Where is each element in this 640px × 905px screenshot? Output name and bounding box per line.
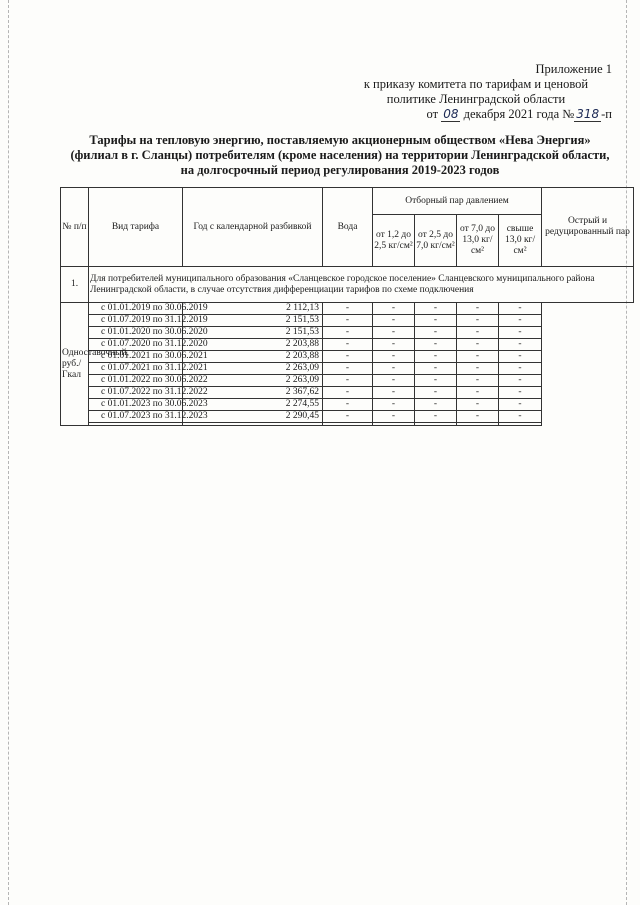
table-row [61, 411, 634, 423]
steam-3-value: - [415, 375, 457, 387]
steam-4-value: - [457, 399, 499, 411]
document-title: Тарифы на тепловую энергию, поставляемую акционерным обществом «Нева Энергия» (филиал в г. Сланцы) потребителям (кроме населения) на территории Ленинградской области, на долгосрочный период регулирования 2019-2023 годов [70, 133, 610, 177]
sharp-steam-value: - [499, 363, 542, 375]
appendix-line-1: Приложение 1 [535, 62, 612, 76]
header-steam-3: от 7,0 до 13,0 кг/см² [457, 215, 499, 267]
header-num: № п/п [61, 188, 89, 267]
order-date-line [340, 107, 612, 122]
sharp-steam-value: - [499, 327, 542, 339]
steam-4-value: - [457, 375, 499, 387]
sharp-steam-value: - [499, 375, 542, 387]
steam-3-value: - [415, 315, 457, 327]
table-row [61, 303, 634, 315]
spacer-cell [499, 423, 542, 426]
period-cell: с 01.07.2020 по 31.12.2020 [89, 339, 183, 351]
steam-3-value: - [415, 363, 457, 375]
steam-2-value: - [373, 363, 415, 375]
steam-1-value: - [323, 327, 373, 339]
steam-1-value: - [323, 339, 373, 351]
table-row [61, 399, 634, 411]
period-cell: с 01.07.2019 по 31.12.2019 [89, 315, 183, 327]
steam-1-value: - [323, 315, 373, 327]
table-row [61, 351, 634, 363]
steam-1-value: - [323, 387, 373, 399]
steam-4-value: - [457, 363, 499, 375]
tariff-rows [61, 303, 634, 426]
water-value: 2 151,53 [183, 315, 323, 327]
water-value: 2 112,13 [183, 303, 323, 315]
steam-3-value: - [415, 351, 457, 363]
period-cell: с 01.07.2021 по 31.12.2021 [89, 363, 183, 375]
order-day-handwritten: 08 [443, 107, 459, 121]
water-value: 2 367,62 [183, 387, 323, 399]
header-tariff-type: Вид тарифа [89, 188, 183, 267]
table-row [61, 315, 634, 327]
sharp-steam-value: - [499, 399, 542, 411]
table-bottom-spacer [61, 423, 634, 426]
steam-4-value: - [457, 303, 499, 315]
sharp-steam-value: - [499, 303, 542, 315]
period-cell: с 01.07.2022 по 31.12.2022 [89, 387, 183, 399]
order-number-handwritten: 318 [576, 107, 600, 121]
steam-2-value: - [373, 387, 415, 399]
water-value: 2 151,53 [183, 327, 323, 339]
page-edge-left [8, 0, 9, 905]
steam-4-value: - [457, 351, 499, 363]
order-date-middle: декабря 2021 года № [463, 107, 575, 121]
steam-4-value: - [457, 339, 499, 351]
steam-1-value: - [323, 363, 373, 375]
steam-1-value: - [323, 411, 373, 423]
table-row [61, 387, 634, 399]
appendix-header [340, 62, 612, 122]
steam-2-value: - [373, 339, 415, 351]
header-steam-1: от 1,2 до 2,5 кг/см² [373, 215, 415, 267]
spacer-cell [183, 423, 323, 426]
steam-2-value: - [373, 411, 415, 423]
header-sharp-steam: Острый и редуцированный пар [542, 188, 634, 267]
table-row [61, 375, 634, 387]
water-value: 2 274,55 [183, 399, 323, 411]
steam-3-value: - [415, 399, 457, 411]
steam-4-value: - [457, 411, 499, 423]
header-steam-4: свыше 13,0 кг/см² [499, 215, 542, 267]
table-row [61, 327, 634, 339]
header-year: Год с календарной разбивкой [183, 188, 323, 267]
period-cell: с 01.01.2021 по 30.06.2021 [89, 351, 183, 363]
row-number: 1. [61, 267, 89, 303]
water-value: 2 203,88 [183, 339, 323, 351]
period-cell: с 01.01.2020 по 30.06.2020 [89, 327, 183, 339]
steam-1-value: - [323, 375, 373, 387]
appendix-line-3: политике Ленинградской области [386, 92, 566, 106]
header-steam-2: от 2,5 до 7,0 кг/см² [415, 215, 457, 267]
spacer-cell [457, 423, 499, 426]
steam-1-value: - [323, 303, 373, 315]
appendix-line-2: к приказу комитета по тарифам и ценовой [363, 77, 589, 91]
period-cell: с 01.01.2019 по 30.06.2019 [89, 303, 183, 315]
steam-3-value: - [415, 411, 457, 423]
spacer-cell [89, 423, 183, 426]
steam-1-value: - [323, 351, 373, 363]
consumer-group-label: Для потребителей муниципального образования «Сланцевское городское поселение» Сланцевского муниципального района Ленинградской области, в случае отсутствия дифференциации тарифов по схеме подключения [89, 267, 634, 303]
spacer-cell [373, 423, 415, 426]
period-cell: с 01.07.2023 по 31.12.2023 [89, 411, 183, 423]
header-steam-group: Отборный пар давлением [373, 188, 542, 215]
sharp-steam-value: - [499, 387, 542, 399]
steam-2-value: - [373, 303, 415, 315]
steam-2-value: - [373, 315, 415, 327]
spacer-cell [323, 423, 373, 426]
steam-4-value: - [457, 387, 499, 399]
steam-2-value: - [373, 351, 415, 363]
order-date-prefix: от [426, 107, 439, 121]
page-edge-right [626, 0, 627, 905]
header-water: Вода [323, 188, 373, 267]
period-cell: с 01.01.2023 по 30.06.2023 [89, 399, 183, 411]
sharp-steam-value: - [499, 411, 542, 423]
water-value: 2 263,09 [183, 363, 323, 375]
tariff-table [60, 187, 634, 426]
steam-1-value: - [323, 399, 373, 411]
steam-3-value: - [415, 327, 457, 339]
water-value: 2 263,09 [183, 375, 323, 387]
water-value: 2 203,88 [183, 351, 323, 363]
steam-3-value: - [415, 339, 457, 351]
spacer-cell [415, 423, 457, 426]
steam-3-value: - [415, 387, 457, 399]
steam-4-value: - [457, 327, 499, 339]
steam-2-value: - [373, 375, 415, 387]
steam-2-value: - [373, 327, 415, 339]
sharp-steam-value: - [499, 339, 542, 351]
table-row [61, 339, 634, 351]
order-number-suffix: -п [601, 107, 612, 121]
steam-4-value: - [457, 315, 499, 327]
tariff-name: Одноставочный, руб./Гкал [61, 303, 89, 426]
period-cell: с 01.01.2022 по 30.06.2022 [89, 375, 183, 387]
table-row [61, 363, 634, 375]
steam-2-value: - [373, 399, 415, 411]
steam-3-value: - [415, 303, 457, 315]
water-value: 2 290,45 [183, 411, 323, 423]
sharp-steam-value: - [499, 351, 542, 363]
sharp-steam-value: - [499, 315, 542, 327]
